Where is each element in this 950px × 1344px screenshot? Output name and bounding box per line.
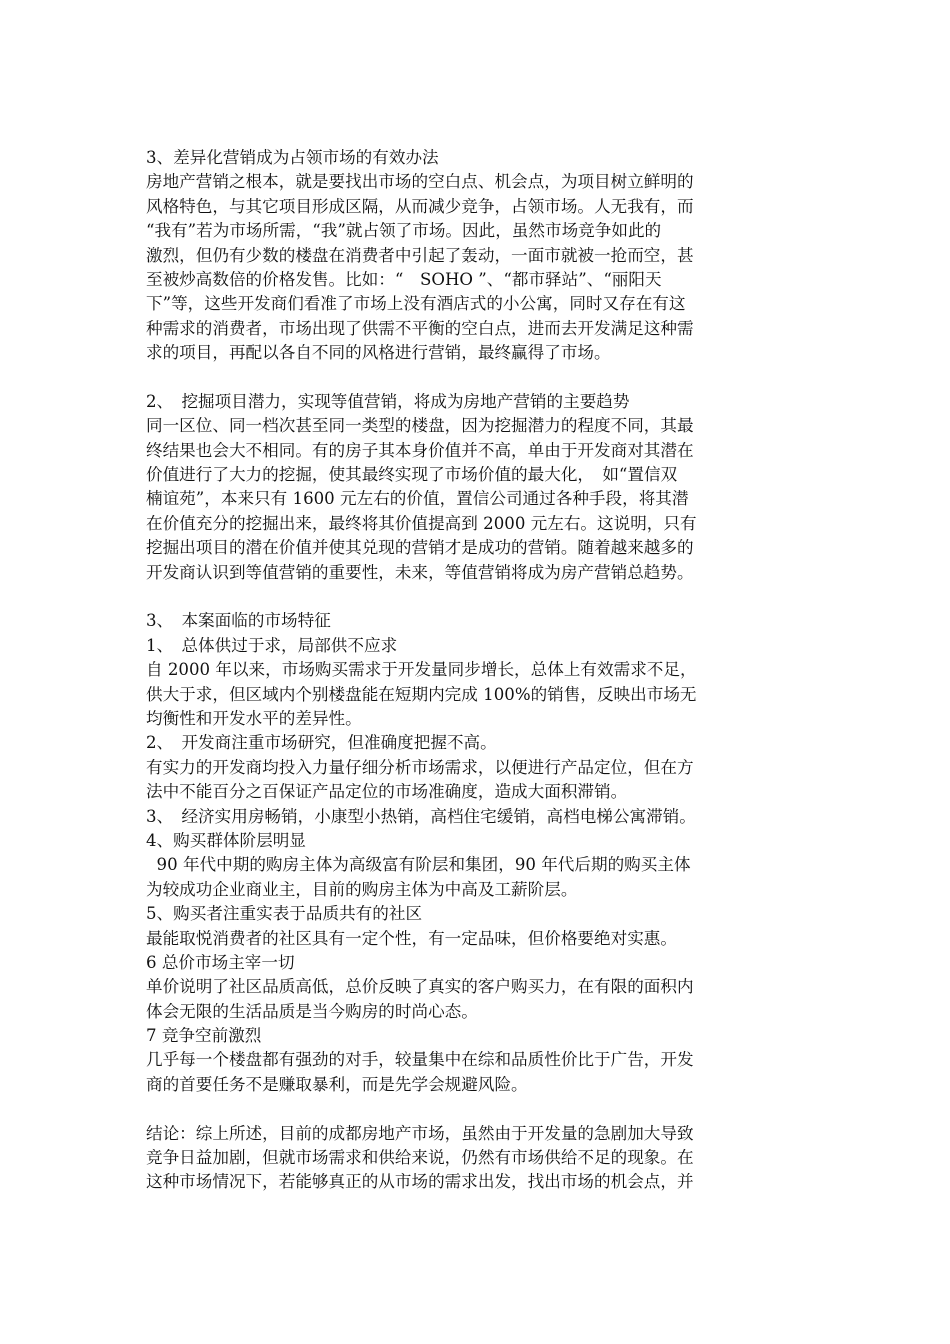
text-line: 至被炒高数倍的价格发售。比如：“ SOHO ”、“都市驿站”、“丽阳天 — [146, 269, 662, 289]
text-line: 为较成功企业商业主，目前的购房主体为中高及工薪阶层。 — [146, 879, 578, 899]
text-line: 7 竞争空前激烈 — [146, 1026, 262, 1046]
text-line: 楠谊苑”，本来只有 1600 元左右的价值，置信公司通过各种手段，将其潜 — [146, 489, 689, 509]
text-line: 竞争日益加剧，但就市场需求和供给来说，仍然有市场供给不足的现象。在 — [146, 1148, 694, 1168]
text-line: 90 年代中期的购房主体为高级富有阶层和集团，90 年代后期的购买主体 — [146, 855, 691, 875]
text-line: 终结果也会大不相同。有的房子其本身价值并不高，单由于开发商对其潜在 — [146, 440, 694, 460]
text-line: 房地产营销之根本，就是要找出市场的空白点、机会点，为项目树立鲜明的 — [146, 172, 694, 192]
text-line: 激烈，但仍有少数的楼盘在消费者中引起了轰动，一面市就被一抢而空，甚 — [146, 245, 694, 265]
text-line: 价值进行了大力的挖掘，使其最终实现了市场价值的最大化， 如“置信双 — [146, 465, 678, 485]
text-line: 同一区位、同一档次甚至同一类型的楼盘，因为挖掘潜力的程度不同，其最 — [146, 416, 694, 436]
text-line: 开发商认识到等值营销的重要性，未来，等值营销将成为房产营销总趋势。 — [146, 562, 694, 582]
text-line: 体会无限的生活品质是当今购房的时尚心态。 — [146, 1001, 478, 1021]
text-line: 3、 本案面临的市场特征 — [146, 611, 331, 631]
text-line: 在价值充分的挖掘出来，最终将其价值提高到 2000 元左右。这说明，只有 — [146, 513, 697, 533]
text-line: 4、购买群体阶层明显 — [146, 830, 306, 850]
text-line: 商的首要任务不是赚取暴利，而是先学会规避风险。 — [146, 1074, 528, 1094]
text-line: 几乎每一个楼盘都有强劲的对手，较量集中在综和品质性价比于广告，开发 — [146, 1050, 694, 1070]
text-line: 单价说明了社区品质高低，总价反映了真实的客户购买力，在有限的面积内 — [146, 977, 694, 997]
text-line: 有实力的开发商均投入力量仔细分析市场需求，以便进行产品定位，但在方 — [146, 757, 694, 777]
text-line: 3、 经济实用房畅销，小康型小热销，高档住宅缓销，高档电梯公寓滞销。 — [146, 806, 696, 826]
text-line: 下”等，这些开发商们看准了市场上没有酒店式的小公寓，同时又存在有这 — [146, 294, 686, 314]
text-line: 2、 开发商注重市场研究，但准确度把握不高。 — [146, 733, 497, 753]
text-line: 自 2000 年以来，市场购买需求于开发量同步增长，总体上有效需求不足， — [146, 660, 697, 680]
text-line: 5、购买者注重实表于品质共有的社区 — [146, 904, 423, 924]
text-line: 种需求的消费者，市场出现了供需不平衡的空白点，进而去开发满足这种需 — [146, 318, 694, 338]
blank-line — [146, 1097, 811, 1121]
text-line: 6 总价市场主宰一切 — [146, 952, 295, 972]
text-line: 挖掘出项目的潜在价值并使其兑现的营销才是成功的营销。随着越来越多的 — [146, 538, 694, 558]
text-line: 风格特色，与其它项目形成区隔，从而减少竞争，占领市场。人无我有，而 — [146, 196, 694, 216]
text-line: 求的项目，再配以各自不同的风格进行营销，最终赢得了市场。 — [146, 343, 611, 363]
text-line: 法中不能百分之百保证产品定位的市场准确度，造成大面积滞销。 — [146, 782, 628, 802]
text-line: 1、 总体供过于求，局部供不应求 — [146, 635, 398, 655]
text-line: “我有”若为市场所需，“我”就占领了市场。因此，虽然市场竞争如此的 — [146, 221, 662, 241]
text-line: 供大于求，但区域内个别楼盘能在短期内完成 100%的销售，反映出市场无 — [146, 684, 697, 704]
text-line: 均衡性和开发水平的差异性。 — [146, 708, 362, 728]
blank-line — [146, 366, 811, 390]
text-line: 2、 挖掘项目潜力，实现等值营销，将成为房地产营销的主要趋势 — [146, 391, 630, 411]
blank-line — [146, 585, 811, 609]
text-line: 3、差异化营销成为占领市场的有效办法 — [146, 148, 439, 167]
text-line: 这种市场情况下，若能够真正的从市场的需求出发，找出市场的机会点，并 — [146, 1172, 694, 1192]
document-body — [146, 146, 811, 1195]
text-line: 结论：综上所述，目前的成都房地产市场，虽然由于开发量的急剧加大导致 — [146, 1123, 694, 1143]
text-line: 最能取悦消费者的社区具有一定个性，有一定品味，但价格要绝对实惠。 — [146, 928, 677, 948]
